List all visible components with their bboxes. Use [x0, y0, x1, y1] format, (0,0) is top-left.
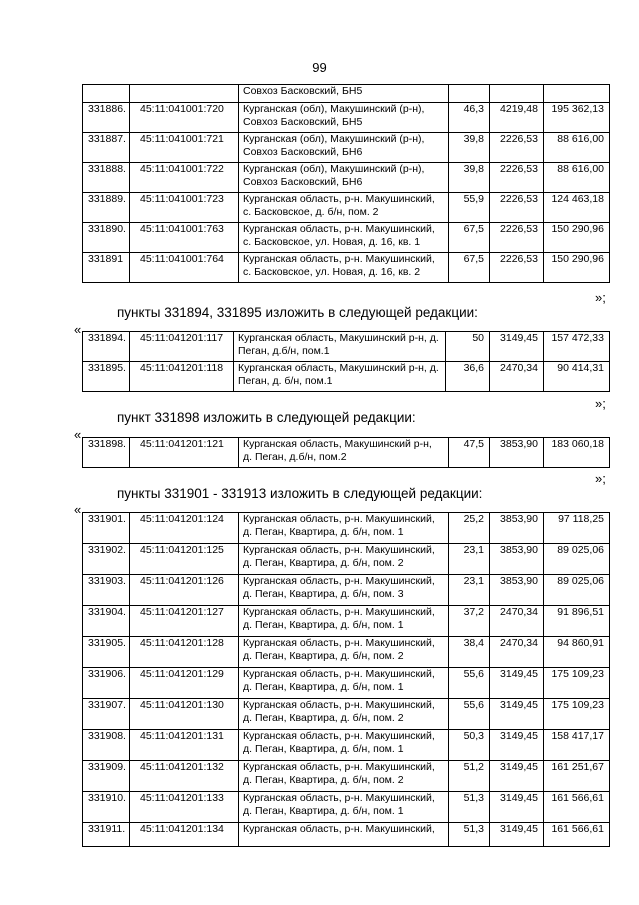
cadastral-number-cell: 45:11:041001:764 [130, 253, 239, 283]
area-cell: 37,2 [449, 606, 490, 637]
area-cell: 39,8 [449, 163, 490, 193]
item-number-cell: 331895. [83, 362, 130, 392]
cadastral-number-cell: 45:11:041001:721 [130, 133, 239, 163]
table-row [83, 332, 610, 362]
price-cell: 3149,45 [490, 792, 544, 823]
end-quote: »; [595, 290, 606, 305]
price-cell [490, 85, 544, 103]
address-line: д. Пеган, Квартира, д. б/н, пом. 1 [243, 681, 404, 693]
cadastral-number-cell: 45:11:041001:763 [130, 223, 239, 253]
address-line: Пеган, д. б/н, пом.1 [238, 375, 333, 387]
address-line: Совхоз Басковский, БН5 [243, 116, 363, 128]
cadastral-number-cell: 45:11:041201:126 [130, 575, 239, 606]
area-cell: 51,3 [449, 792, 490, 823]
item-number-cell: 331889. [83, 193, 130, 223]
address-line: д. Пеган, Квартира, д. б/н, пом. 1 [243, 526, 404, 538]
address-line: с. Басковское, ул. Новая, д. 16, кв. 1 [243, 236, 421, 248]
address-line: д. Пеган, д.б/н, пом.2 [243, 451, 347, 463]
table-row [83, 823, 610, 847]
table-row [83, 223, 610, 253]
table-row [83, 438, 610, 468]
item-number-cell: 331894. [83, 332, 130, 362]
address-line: Курганская (обл), Макушинский (р-н), [243, 103, 425, 115]
item-number-cell: 331891 [83, 253, 130, 283]
price-cell: 3149,45 [490, 730, 544, 761]
item-number-cell: 331903. [83, 575, 130, 606]
item-number-cell: 331902. [83, 544, 130, 575]
item-number-cell: 331886. [83, 103, 130, 133]
address-line: с. Басковское, ул. Новая, д. 16, кв. 2 [243, 266, 421, 278]
total-cell: 161 566,61 [544, 792, 610, 823]
area-cell: 67,5 [449, 223, 490, 253]
address-line: Курганская область, Макушинский р-н, д. [238, 332, 439, 344]
price-cell: 2226,53 [490, 193, 544, 223]
price-cell: 2226,53 [490, 223, 544, 253]
address-line: Курганская область, р-н. Макушинский, [243, 823, 435, 835]
address-cell [239, 544, 449, 575]
total-cell: 150 290,96 [544, 253, 610, 283]
price-cell: 2470,34 [490, 606, 544, 637]
item-number-cell: 331888. [83, 163, 130, 193]
total-cell: 124 463,18 [544, 193, 610, 223]
address-line: Курганская область, р-н. Макушинский, [243, 606, 435, 618]
area-cell: 67,5 [449, 253, 490, 283]
address-cell [239, 133, 449, 163]
address-line: Курганская (обл), Макушинский (р-н), [243, 163, 425, 175]
end-quote: »; [595, 471, 606, 486]
cadastral-number-cell: 45:11:041001:722 [130, 163, 239, 193]
area-cell: 23,1 [449, 544, 490, 575]
address-line: Курганская область, р-н. Макушинский, [243, 575, 435, 587]
address-line: Курганская область, Макушинский р-н, д. [238, 362, 439, 374]
price-cell: 2470,34 [490, 637, 544, 668]
address-line: Курганская область, р-н. Макушинский, [243, 730, 435, 742]
address-line: д. Пеган, Квартира, д. б/н, пом. 1 [243, 743, 404, 755]
area-cell: 38,4 [449, 637, 490, 668]
address-cell [239, 193, 449, 223]
total-cell [544, 85, 610, 103]
cadastral-number-cell [130, 85, 239, 103]
address-cell [234, 362, 446, 392]
address-line: Курганская (обл), Макушинский (р-н), [243, 133, 425, 145]
item-number-cell: 331908. [83, 730, 130, 761]
area-cell: 46,3 [449, 103, 490, 133]
area-cell: 55,6 [449, 668, 490, 699]
cadastral-number-cell: 45:11:041201:117 [130, 332, 234, 362]
address-cell [239, 163, 449, 193]
price-cell: 3853,90 [490, 544, 544, 575]
address-line: д. Пеган, Квартира, д. б/н, пом. 3 [243, 588, 404, 600]
address-line: Совхоз Басковский, БН6 [243, 146, 363, 158]
table-row [83, 133, 610, 163]
address-cell [239, 606, 449, 637]
address-line: д. Пеган, Квартира, д. б/н, пом. 2 [243, 557, 404, 569]
end-quote: »; [595, 396, 606, 411]
cadastral-number-cell: 45:11:041201:133 [130, 792, 239, 823]
total-cell: 161 566,61 [544, 823, 610, 847]
address-cell [239, 637, 449, 668]
page-number: 99 [312, 60, 327, 75]
section-heading: пункты 331901 - 331913 изложить в следующей редакции: [117, 486, 483, 501]
address-cell [239, 699, 449, 730]
address-cell [239, 253, 449, 283]
cadastral-number-cell: 45:11:041201:132 [130, 761, 239, 792]
address-line: д. Пеган, Квартира, д. б/н, пом. 2 [243, 650, 404, 662]
price-cell: 3149,45 [490, 699, 544, 730]
cadastral-number-cell: 45:11:041201:124 [130, 513, 239, 544]
address-line: Курганская область, р-н. Макушинский, [243, 253, 435, 265]
address-line: Курганская область, р-н. Макушинский, [243, 637, 435, 649]
price-cell: 3149,45 [490, 332, 544, 362]
area-cell: 47,5 [449, 438, 490, 468]
address-cell [239, 575, 449, 606]
address-cell [239, 761, 449, 792]
price-cell: 2226,53 [490, 253, 544, 283]
property-table-3 [82, 437, 610, 468]
address-line: Курганская область, р-н. Макушинский, [243, 699, 435, 711]
open-quote: « [74, 427, 82, 442]
cadastral-number-cell: 45:11:041201:129 [130, 668, 239, 699]
address-line: д. Пеган, Квартира, д. б/н, пом. 1 [243, 805, 404, 817]
table-row [83, 85, 610, 103]
item-number-cell [83, 85, 130, 103]
cadastral-number-cell: 45:11:041201:130 [130, 699, 239, 730]
table-row [83, 544, 610, 575]
area-cell [449, 85, 490, 103]
item-number-cell: 331906. [83, 668, 130, 699]
address-line: Совхоз Басковский, БН6 [243, 176, 363, 188]
address-line: д. Пеган, Квартира, д. б/н, пом. 2 [243, 774, 404, 786]
area-cell: 50,3 [449, 730, 490, 761]
table-row [83, 730, 610, 761]
cadastral-number-cell: 45:11:041201:125 [130, 544, 239, 575]
address-line: Курганская область, р-н. Макушинский, [243, 761, 435, 773]
item-number-cell: 331909. [83, 761, 130, 792]
open-quote: « [74, 322, 82, 337]
cadastral-number-cell: 45:11:041201:118 [130, 362, 234, 392]
address-line: Курганская область, р-н. Макушинский, [243, 544, 435, 556]
address-cell [239, 438, 449, 468]
address-cell [239, 668, 449, 699]
address-line: Курганская область, р-н. Макушинский, [243, 668, 435, 680]
price-cell: 3853,90 [490, 575, 544, 606]
area-cell: 50 [446, 332, 490, 362]
cadastral-number-cell: 45:11:041001:720 [130, 103, 239, 133]
table-row [83, 513, 610, 544]
table-row [83, 606, 610, 637]
area-cell: 55,6 [449, 699, 490, 730]
address-cell [239, 223, 449, 253]
total-cell: 175 109,23 [544, 699, 610, 730]
table-row [83, 575, 610, 606]
address-cell [239, 792, 449, 823]
item-number-cell: 331907. [83, 699, 130, 730]
address-cell [239, 730, 449, 761]
section-heading: пункты 331894, 331895 изложить в следующей редакции: [117, 305, 478, 320]
property-table-1 [82, 84, 610, 283]
area-cell: 51,2 [449, 761, 490, 792]
table-row [83, 103, 610, 133]
table-row [83, 163, 610, 193]
address-cell [239, 85, 449, 103]
item-number-cell: 331887. [83, 133, 130, 163]
total-cell: 94 860,91 [544, 637, 610, 668]
property-table-2 [82, 331, 610, 392]
table-row [83, 699, 610, 730]
cadastral-number-cell: 45:11:041201:134 [130, 823, 239, 847]
table-row [83, 362, 610, 392]
total-cell: 89 025,06 [544, 575, 610, 606]
price-cell: 3149,45 [490, 761, 544, 792]
price-cell: 3149,45 [490, 668, 544, 699]
address-line: Курганская область, р-н. Макушинский, [243, 792, 435, 804]
item-number-cell: 331905. [83, 637, 130, 668]
address-cell [239, 513, 449, 544]
cadastral-number-cell: 45:11:041001:723 [130, 193, 239, 223]
item-number-cell: 331898. [83, 438, 130, 468]
address-line: д. Пеган, Квартира, д. б/н, пом. 1 [243, 619, 404, 631]
cadastral-number-cell: 45:11:041201:121 [130, 438, 239, 468]
total-cell: 97 118,25 [544, 513, 610, 544]
price-cell: 2226,53 [490, 163, 544, 193]
table-row [83, 253, 610, 283]
price-cell: 3149,45 [490, 823, 544, 847]
cadastral-number-cell: 45:11:041201:127 [130, 606, 239, 637]
property-table-4 [82, 512, 610, 847]
item-number-cell: 331901. [83, 513, 130, 544]
table-row [83, 193, 610, 223]
address-line: с. Басковское, д. б/н, пом. 2 [243, 206, 379, 218]
price-cell: 2470,34 [490, 362, 544, 392]
total-cell: 183 060,18 [544, 438, 610, 468]
total-cell: 161 251,67 [544, 761, 610, 792]
cadastral-number-cell: 45:11:041201:128 [130, 637, 239, 668]
open-quote: « [74, 502, 82, 517]
area-cell: 51,3 [449, 823, 490, 847]
item-number-cell: 331904. [83, 606, 130, 637]
item-number-cell: 331890. [83, 223, 130, 253]
total-cell: 90 414,31 [544, 362, 610, 392]
price-cell: 4219,48 [490, 103, 544, 133]
total-cell: 88 616,00 [544, 163, 610, 193]
address-line: Курганская область, р-н. Макушинский, [243, 193, 435, 205]
address-line: Курганская область, р-н. Макушинский, [243, 513, 435, 525]
area-cell: 36,6 [446, 362, 490, 392]
table-row [83, 761, 610, 792]
address-line: Пеган, д.б/н, пом.1 [238, 345, 330, 357]
table-row [83, 792, 610, 823]
address-line: Совхоз Басковский, БН5 [243, 85, 363, 97]
total-cell: 89 025,06 [544, 544, 610, 575]
address-line: Курганская область, Макушинский р-н, [243, 438, 432, 450]
price-cell: 3853,90 [490, 438, 544, 468]
total-cell: 150 290,96 [544, 223, 610, 253]
total-cell: 175 109,23 [544, 668, 610, 699]
address-cell [239, 823, 449, 847]
total-cell: 195 362,13 [544, 103, 610, 133]
item-number-cell: 331910. [83, 792, 130, 823]
area-cell: 23,1 [449, 575, 490, 606]
area-cell: 55,9 [449, 193, 490, 223]
price-cell: 2226,53 [490, 133, 544, 163]
price-cell: 3853,90 [490, 513, 544, 544]
table-row [83, 637, 610, 668]
total-cell: 88 616,00 [544, 133, 610, 163]
total-cell: 157 472,33 [544, 332, 610, 362]
total-cell: 91 896,51 [544, 606, 610, 637]
address-line: д. Пеган, Квартира, д. б/н, пом. 2 [243, 712, 404, 724]
area-cell: 39,8 [449, 133, 490, 163]
address-line: Курганская область, р-н. Макушинский, [243, 223, 435, 235]
table-row [83, 668, 610, 699]
cadastral-number-cell: 45:11:041201:131 [130, 730, 239, 761]
address-cell [239, 103, 449, 133]
item-number-cell: 331911. [83, 823, 130, 847]
address-cell [234, 332, 446, 362]
total-cell: 158 417,17 [544, 730, 610, 761]
section-heading: пункт 331898 изложить в следующей редакции: [117, 410, 416, 425]
area-cell: 25,2 [449, 513, 490, 544]
